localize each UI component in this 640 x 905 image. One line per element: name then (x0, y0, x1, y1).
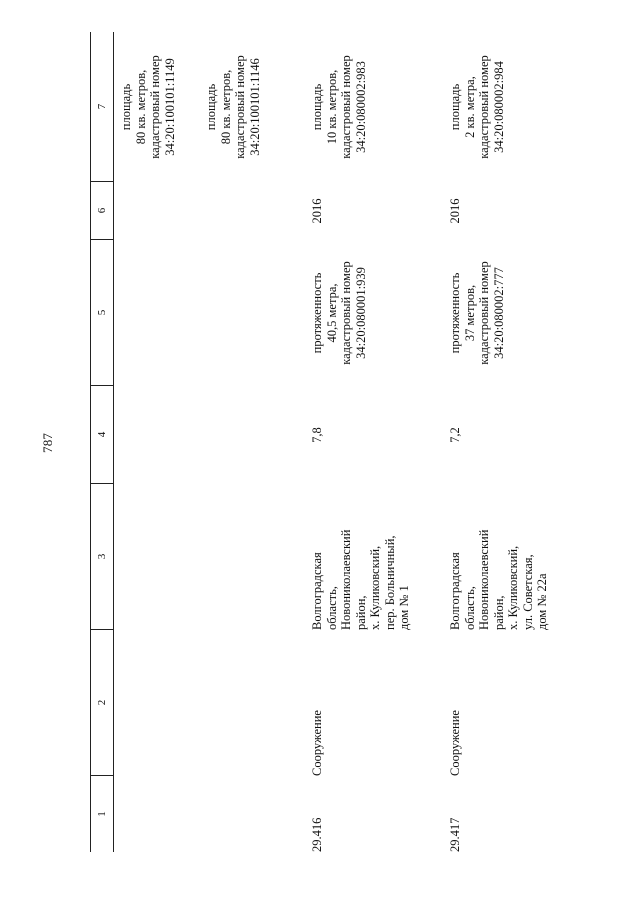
table-cell-year: 2016 (448, 198, 462, 224)
table-cell-year: 2016 (310, 198, 324, 224)
table-cell-area: площадь 10 кв. метров, кадастровый номер 34:20:080002:983 (310, 55, 368, 159)
table-cell-address: Волгоградская область, Новониколаевский район, х. Куликовский, ул. Советская, дом № 22а (448, 529, 549, 630)
table-cell-value: 7,2 (448, 427, 462, 443)
table-cell-type: Сооружение (448, 710, 462, 776)
table-cell-address: Волгоградская область, Новониколаевский район, х. Куликовский, пер. Больничный, дом № 1 (310, 529, 411, 630)
table-cell-length: протяженность 37 метров, кадастровый номер 34:20:080002:777 (448, 261, 506, 365)
table-cell-type: Сооружение (310, 710, 324, 776)
table-cell-value: 7,8 (310, 427, 324, 443)
header-col-4: 4 (91, 386, 113, 484)
table-cell-length: протяженность 40,5 метра, кадастровый номер 34:20:080001:939 (310, 261, 368, 365)
header-col-6: 6 (91, 182, 113, 240)
table-cell-area: площадь 80 кв. метров, кадастровый номер 34:20:100101:1146 (204, 55, 262, 159)
table-cell-area: площадь 80 кв. метров, кадастровый номер 34:20:100101:1149 (119, 55, 177, 159)
header-col-1: 1 (96, 811, 108, 817)
page-number: 787 (40, 432, 55, 453)
header-col-2: 2 (91, 630, 113, 776)
header-col-7: 7 (91, 32, 113, 182)
property-table (90, 32, 549, 852)
table-cell-area: площадь 2 кв. метра, кадастровый номер 34:20:080002:984 (448, 55, 506, 159)
header-col-3: 3 (91, 484, 113, 630)
table-header-row (90, 32, 114, 852)
table-cell-number: 29.417 (448, 817, 462, 852)
header-col-5: 5 (91, 240, 113, 386)
table-cell-number: 29.416 (310, 817, 324, 852)
